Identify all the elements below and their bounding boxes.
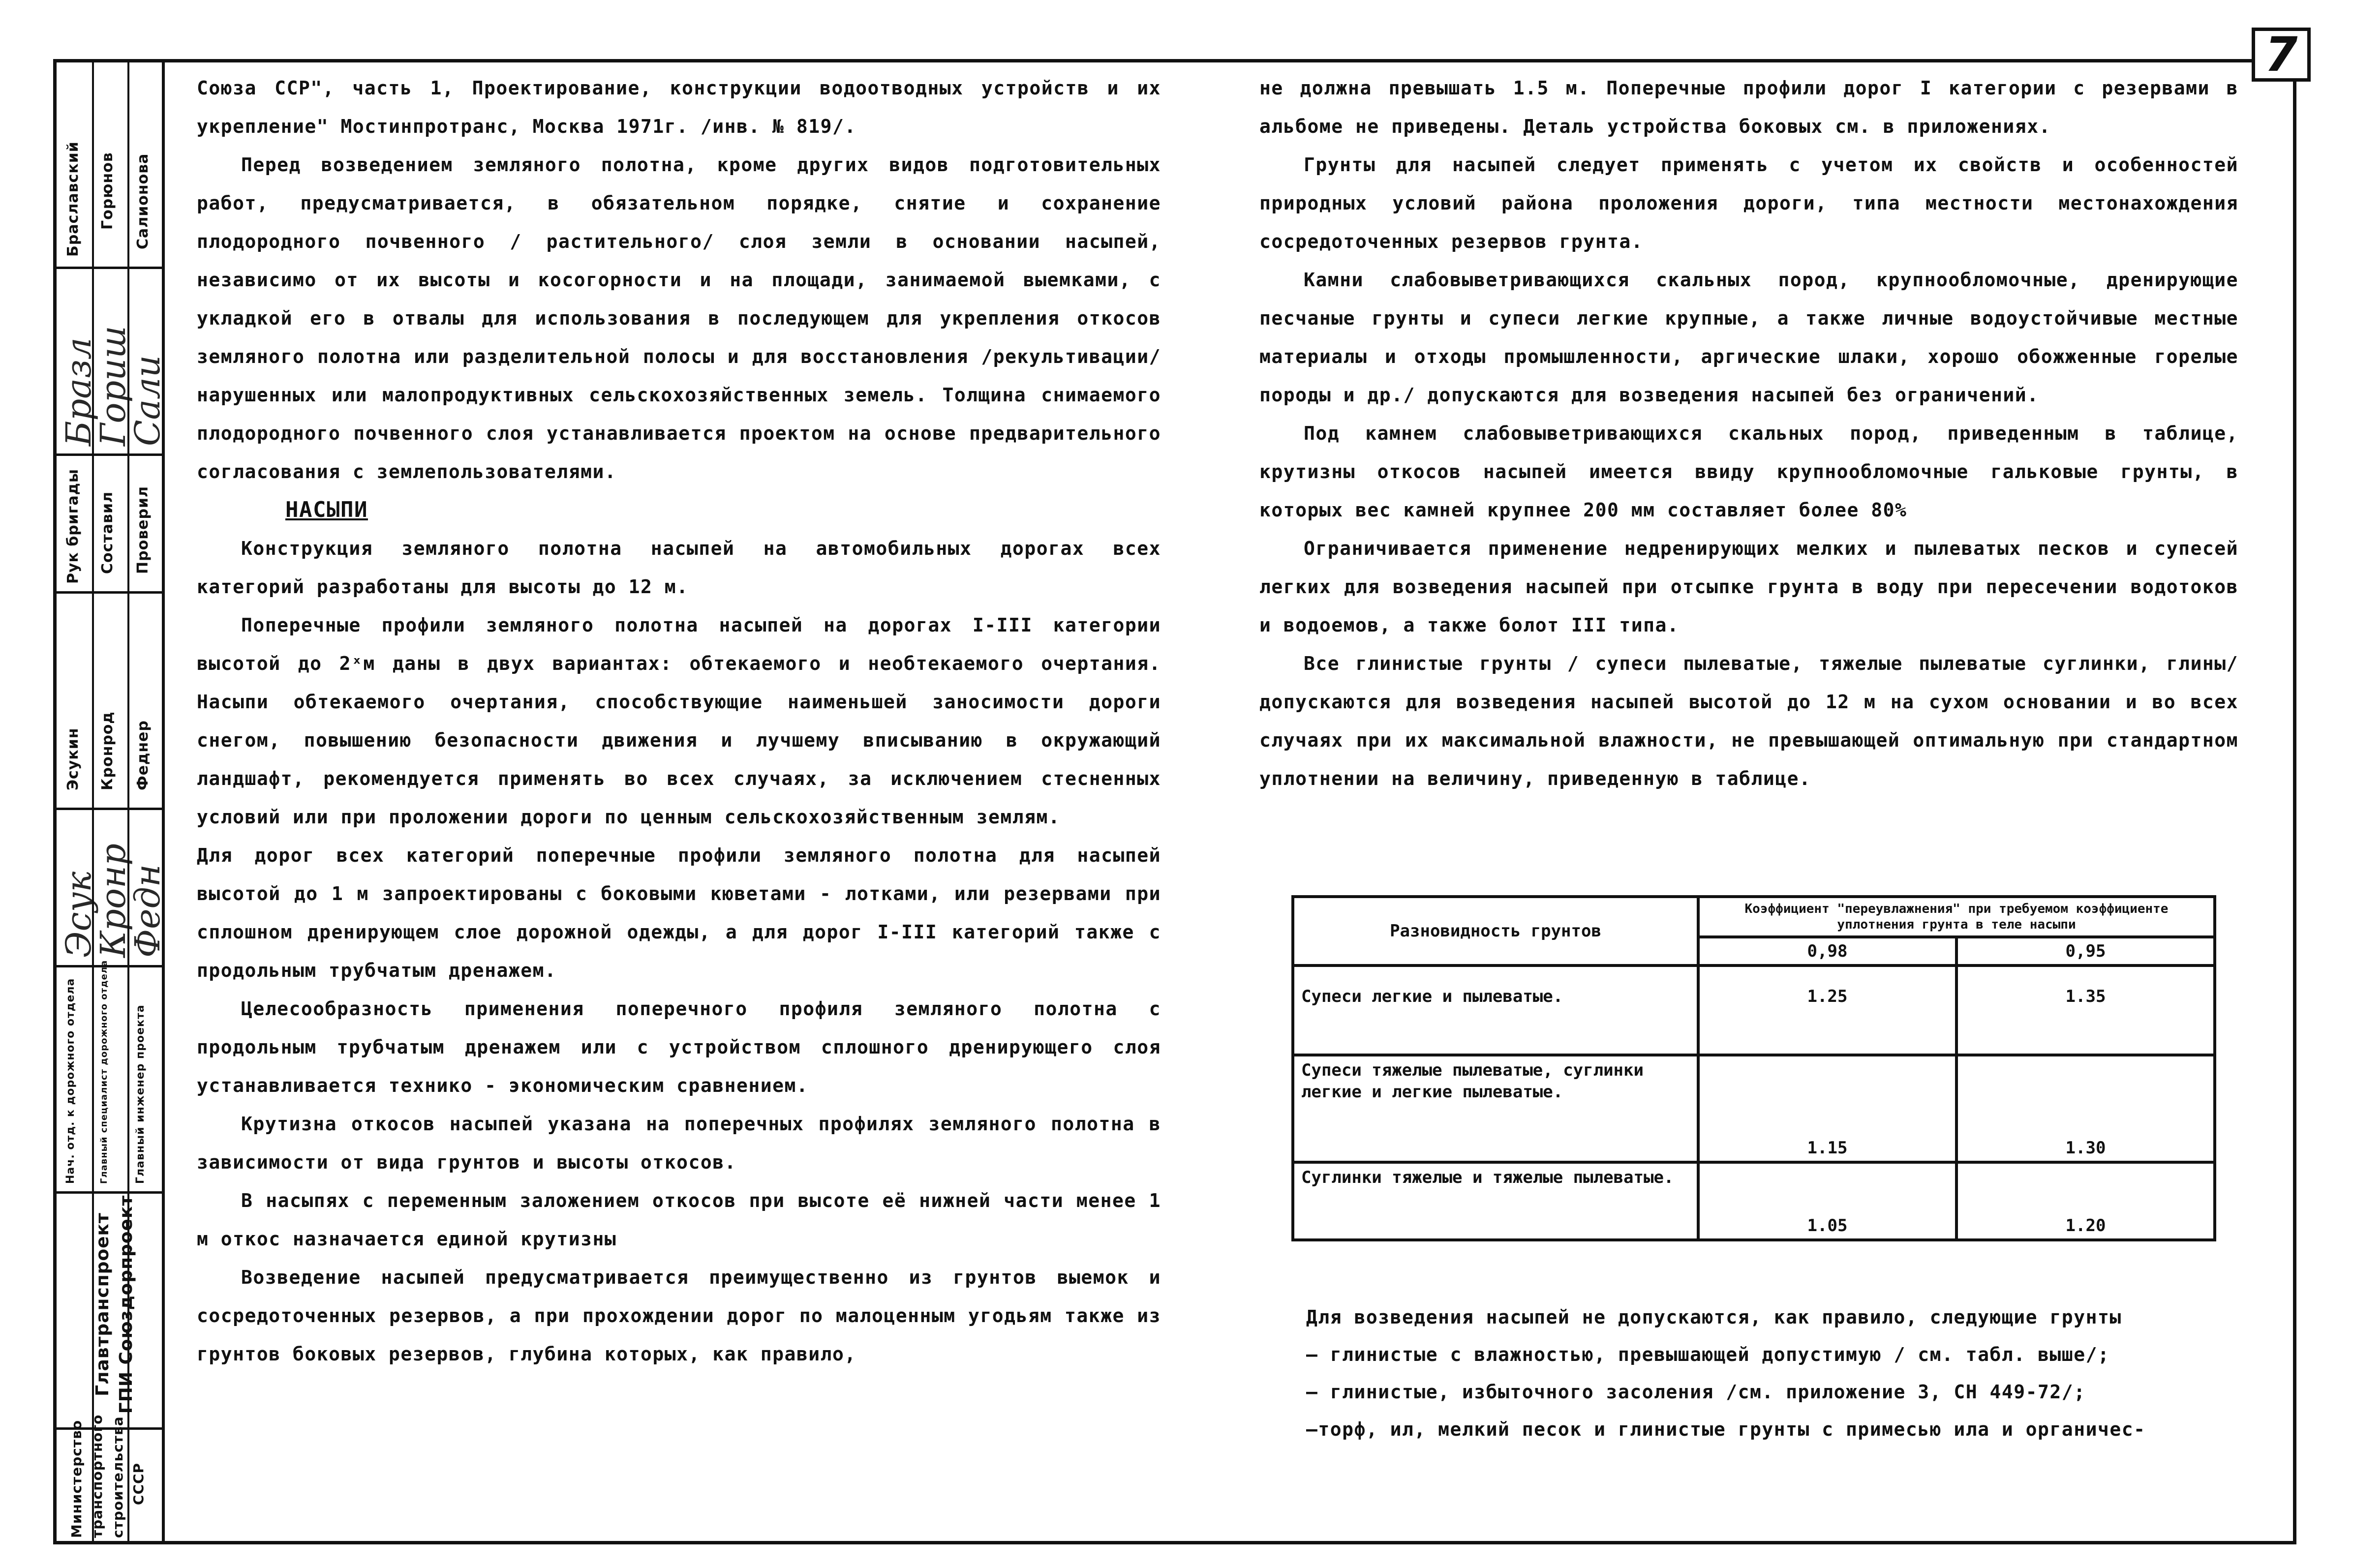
- stamp-role-6: Главный инженер проекта: [134, 1004, 147, 1184]
- table-cell-value: 1.20: [1956, 1162, 2215, 1240]
- table-cell-value: 1.15: [1698, 1055, 1956, 1162]
- left-paragraph: Перед возведением земляного полотна, кроме других видов подготовительных работ, предусматривается, в обязательном порядке, снятие и сохранение плодородного почвенного / растительного/ слоя земли в основании насыпей, независимо от их высоты и косогорности и на площади, занимаемой выемками, с укладкой его в отвалы для использования в последующем для укрепления откосов земляного полотна или разделительной полосы и для восстановления /рекультивации/ нарушенных или малопродуктивных сельскохозяйственных земель. Толщина снимаемого плодородного почвенного слоя устанавливается проектом на основе предварительного согласования с землепользователями.: [197, 154, 1161, 482]
- right-paragraph: Под камнем слабовыветривающихся скальных пород, приведенным в таблице, крутизны откосов насыпей имеется ввиду крупнообломочные гальковые грунты, в которых вес камней крупнее 200 мм составляет более 80%: [1259, 422, 2238, 521]
- stamp-name-1: Браславский: [64, 141, 82, 257]
- right-text-column: [1259, 69, 2238, 798]
- page-number: 7: [2252, 28, 2311, 82]
- stamp-role-5: Главный специалист дорожного отдела: [99, 960, 109, 1184]
- table-cell-soil: Супеси легкие и пылеватые.: [1293, 965, 1698, 1055]
- stamp-org: Главтранспроект ГПИ Союздорпроект: [92, 1195, 136, 1414]
- stamp-role-1: Рук бригады: [64, 468, 82, 584]
- title-block: [57, 62, 168, 1541]
- stamp-role-3: Проверил: [134, 486, 152, 574]
- table-cell-value: 1.05: [1698, 1162, 1956, 1240]
- signature-2: Гориш: [93, 326, 133, 446]
- table-header-coefficient: Коэффициент "переувлажнения" при требуемом коэффициенте уплотнения грунта в теле насыпи: [1698, 897, 2215, 937]
- table-cell-soil: Суглинки тяжелые и тяжелые пылеватые.: [1293, 1162, 1698, 1240]
- bottom-text: [1306, 1298, 2241, 1448]
- left-text-column: [197, 69, 1161, 1373]
- left-paragraph: Для дорог всех категорий поперечные профили земляного полотна для насыпей высотой до 1 м запроектированы с боковыми кюветами - лотками, или резервами при сплошном дренирующем слое дорожной одежды, а для дорог I-III категорий также с продольным трубчатым дренажем.: [197, 844, 1161, 981]
- stamp-name-5: Кронрод: [99, 711, 116, 790]
- table-cell-value: 1.30: [1956, 1055, 2215, 1162]
- stamp-role-4: Нач. отд. к дорожного отдела: [64, 978, 77, 1184]
- table-header-soil-type: Разновидность грунтов: [1293, 897, 1698, 965]
- left-paragraph: Союза ССР", часть 1, Проектирование, конструкции водоотводных устройств и их укрепление" Мостинпротранс, Москва 1971г. /инв. № 819/.: [197, 77, 1161, 137]
- left-paragraph: Целесообразность применения поперечного профиля земляного полотна с продольным трубчатым дренажем или с устройством сплошного дренирующего слоя устанавливается технико - экономическим сравнением.: [197, 998, 1161, 1096]
- table-cell-soil: Супеси тяжелые пылеватые, суглинки легкие и легкие пылеватые.: [1293, 1055, 1698, 1162]
- left-paragraph: Поперечные профили земляного полотна насыпей на дорогах I-III категории высотой до 2ˣм даны в двух вариантах: обтекаемого и необтекаемого очертания. Насыпи обтекаемого очертания, способствующие наименьшей заносимости дороги снегом, повышению безопасности движения и лучшему вписыванию в окружающий ландшафт, рекомендуется применять во всех случаях, за исключением стесненных условий или при проложении дороги по ценным сельскохозяйственным землям.: [197, 614, 1161, 828]
- signature-1: Бразл: [59, 337, 99, 446]
- stamp-role-2: Составил: [99, 491, 116, 574]
- table-subheader-098: 0,98: [1698, 937, 1956, 965]
- stamp-name-2: Горюнов: [99, 152, 116, 230]
- right-paragraph: Грунты для насыпей следует применять с учетом их свойств и особенностей природных условий района проложения дороги, типа местности местонахождения сосредоточенных резервов грунта.: [1259, 154, 2238, 252]
- soil-table: [1291, 895, 2216, 1241]
- table-subheader-095: 0,95: [1956, 937, 2215, 965]
- signature-4: Эсук: [59, 871, 99, 958]
- section-heading: НАСЫПИ: [285, 497, 368, 522]
- table-cell-value: 1.35: [1956, 965, 2215, 1055]
- table-row: [1293, 1055, 2215, 1162]
- table-row: [1293, 965, 2215, 1055]
- signature-6: Федн: [127, 864, 168, 958]
- bottom-item: —торф, ил, мелкий песок и глинистые грунты с примесью ила и органичес-: [1306, 1418, 2146, 1440]
- left-paragraph: Возведение насыпей предусматривается преимущественно из грунтов выемок и сосредоточенных резервов, а при прохождении дорог по малоценным угодьям также из грунтов боковых резервов, глубина которых, как правило,: [197, 1266, 1161, 1365]
- bottom-item: — глинистые, избыточного засоления /см. приложение 3, СН 449-72/;: [1306, 1381, 2086, 1403]
- table-cell-value: 1.25: [1698, 965, 1956, 1055]
- right-paragraph: Ограничивается применение недренирующих мелких и пылеватых песков и супесей легких для возведения насыпей при отсыпке грунта в воду при пересечении водотоков и водоемов, а также болот III типа.: [1259, 538, 2238, 636]
- signature-5: Кронр: [93, 843, 133, 958]
- left-paragraph: В насыпях с переменным заложением откосов при высоте её нижней части менее 1 м откос назначается единой крутизны: [197, 1190, 1161, 1250]
- right-paragraph: Все глинистые грунты / супеси пылеватые, тяжелые пылеватые суглинки, глины/ допускаются для возведения насыпей высотой до 12 м на сухом основании и во всех случаях при их максимальной влажности, не превышающей оптимальную при стандартном уплотнении на величину, приведенную в таблице.: [1259, 653, 2238, 789]
- stamp-ministry: Министерство транспортного строительства СССР: [68, 1414, 147, 1538]
- bottom-intro: Для возведения насыпей не допускаются, как правило, следующие грунты: [1306, 1306, 2122, 1328]
- right-paragraph: Камни слабовыветривающихся скальных пород, крупнообломочные, дренирующие песчаные грунты и супеси легкие крупные, а также личные водоустойчивые местные материалы и отходы промышленности, аргические шлаки, хорошо обожженные горелые породы и др./ допускаются для возведения насыпей без ограничений.: [1259, 269, 2238, 406]
- stamp-name-6: Феднер: [134, 720, 152, 790]
- stamp-name-4: Эсукин: [64, 727, 82, 790]
- left-paragraph: Конструкция земляного полотна насыпей на автомобильных дорогах всех категорий разработаны для высоты до 12 м.: [197, 538, 1161, 598]
- left-paragraph: Крутизна откосов насыпей указана на поперечных профилях земляного полотна в зависимости от вида грунтов и высоты откосов.: [197, 1113, 1161, 1173]
- bottom-item: — глинистые с влажностью, превышающей допустимую / см. табл. выше/;: [1306, 1344, 2110, 1365]
- signature-3: Сали: [127, 355, 168, 446]
- table-row: [1293, 1162, 2215, 1240]
- stamp-name-3: Салионова: [134, 153, 152, 249]
- right-paragraph: не должна превышать 1.5 м. Поперечные профили дорог I категории с резервами в альбоме не приведены. Деталь устройства боковых см. в приложениях.: [1259, 77, 2238, 137]
- table-header-row: [1293, 897, 2215, 937]
